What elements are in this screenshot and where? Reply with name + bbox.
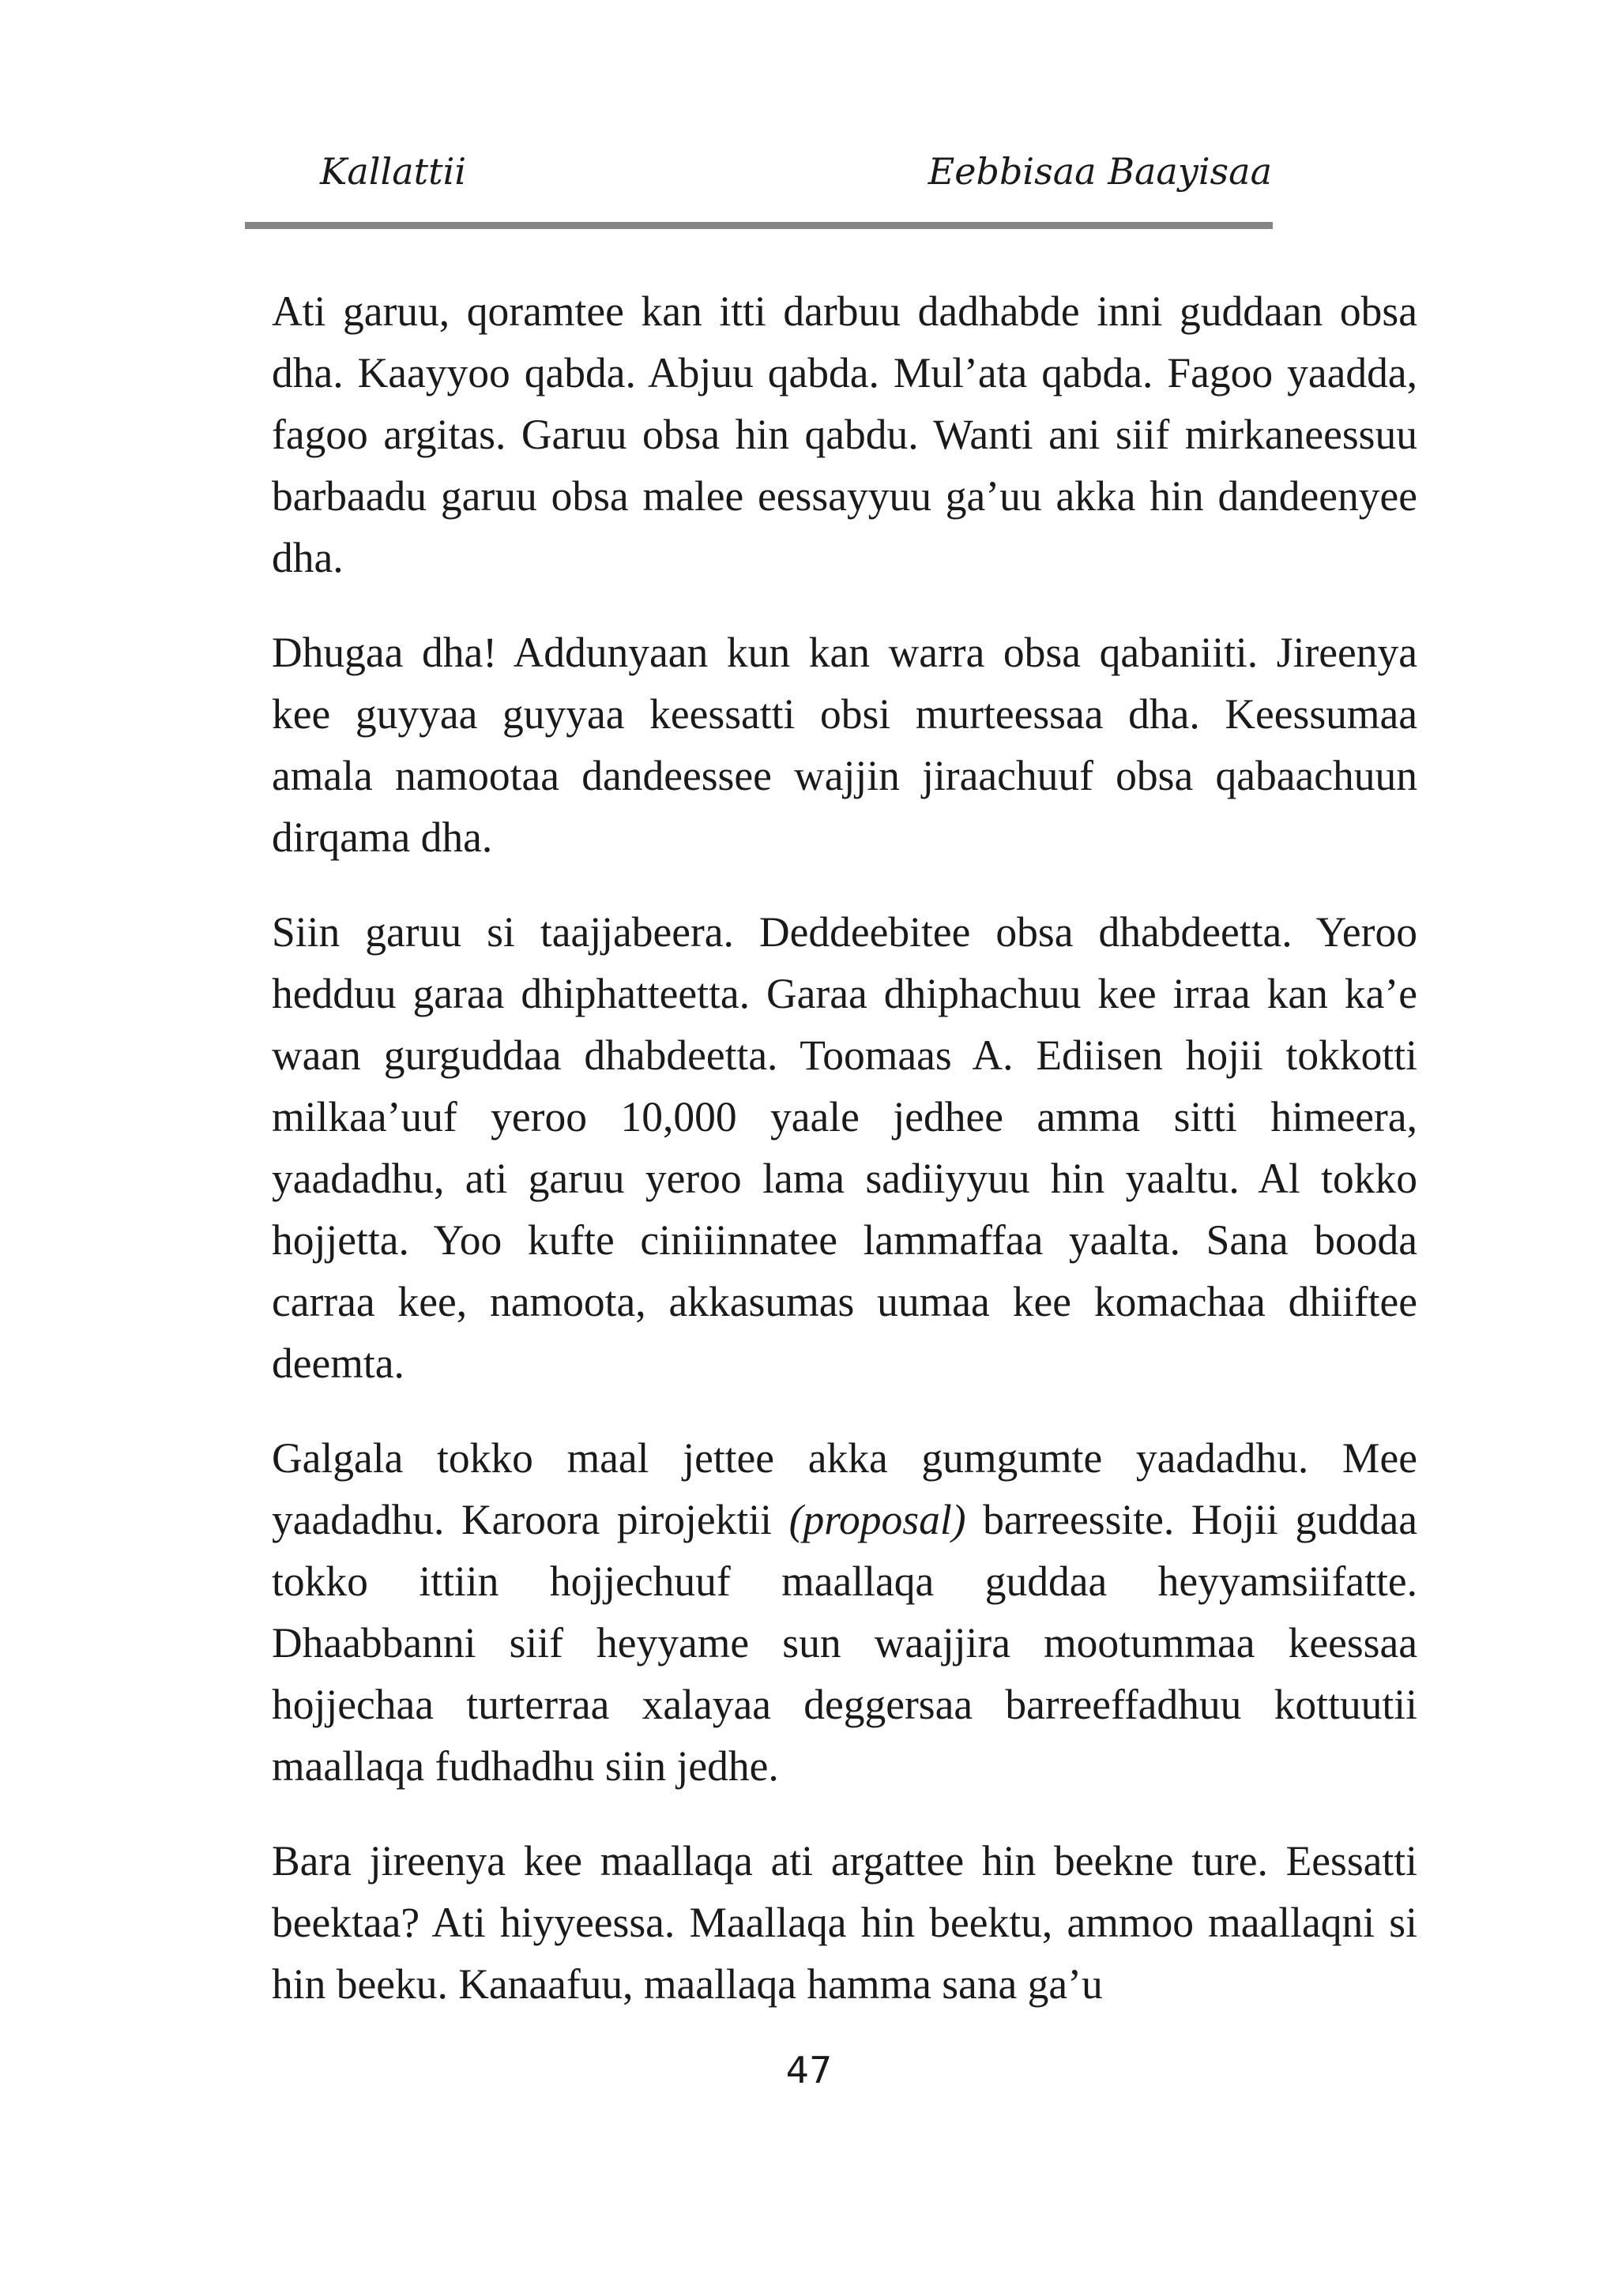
header-author: Eebbisaa Baayisaa [928, 150, 1272, 193]
paragraph-3: Siin garuu si taajjabeera. Deddeebitee obsa dhabdeetta. Yeroo hedduu garaa dhiphatteetta. Garaa dhiphachuu kee irraa kan ka’e waan gurguddaa dhabdeetta. Toomaas A. Ediisen hojii tokkotti milkaa’uuf yeroo 10,000 yaale jedhee amma sitti himeera, yaadadhu, ati garuu yeroo lama sadiiyyuu hin yaaltu. Al tokko hojjetta. Yoo kufte ciniiinnatee lammaffaa yaalta. Sana booda carraa kee, namoota, akkasumas uumaa kee komachaa dhiiftee deemta. [272, 908, 1417, 1387]
paragraph-4-emphasis: (proposal) [788, 1496, 966, 1543]
paragraph-2: Dhugaa dha! Addunyaan kun kan warra obsa qabaniiti. Jireenya kee guyyaa guyyaa keessatti obsi murteessaa dha. Keessumaa amala namootaa dandeessee wajjin jiraachuuf obsa qabaachuun dirqama dha. [272, 629, 1417, 861]
page-number: 47 [785, 2049, 833, 2091]
paragraph-4 [272, 1427, 1417, 1797]
running-header [245, 142, 1272, 205]
paragraph-4-text-after: barreessite. Hojii guddaa tokko ittiin hojjechuuf maallaqa guddaa heyyamsiifatte. Dhaabbanni siif heyyame sun waajjira mootummaa keessaa hojjechaa turterraa xalayaa deggersaa barreeffadhuu kottuutii maallaqa fudhadhu siin jedhe. [272, 1496, 1417, 1790]
header-book-title: Kallattii [320, 150, 467, 193]
paragraph-5: Bara jireenya kee maallaqa ati argattee hin beekne ture. Eessatti beektaa? Ati hiyyeessa. Maallaqa hin beektu, ammoo maallaqni si hin beeku. Kanaafuu, maallaqa hamma sana ga’u [272, 1837, 1417, 2008]
header-rule [245, 222, 1273, 229]
paragraph-1: Ati garuu, qoramtee kan itti darbuu dadhabde inni guddaan obsa dha. Kaayyoo qabda. Abjuu qabda. Mul’ata qabda. Fagoo yaadda, fagoo argitas. Garuu obsa hin qabdu. Wanti ani siif mirkaneessuu barbaadu garuu obsa malee eessayyuu ga’uu akka hin dandeenyee dha. [272, 287, 1417, 581]
paragraph-4-text-before: Galgala tokko maal jettee akka gumgumte yaadadhu. Mee yaadadhu. Karoora pirojektii [272, 1434, 1417, 1543]
body-text [272, 280, 1417, 2048]
